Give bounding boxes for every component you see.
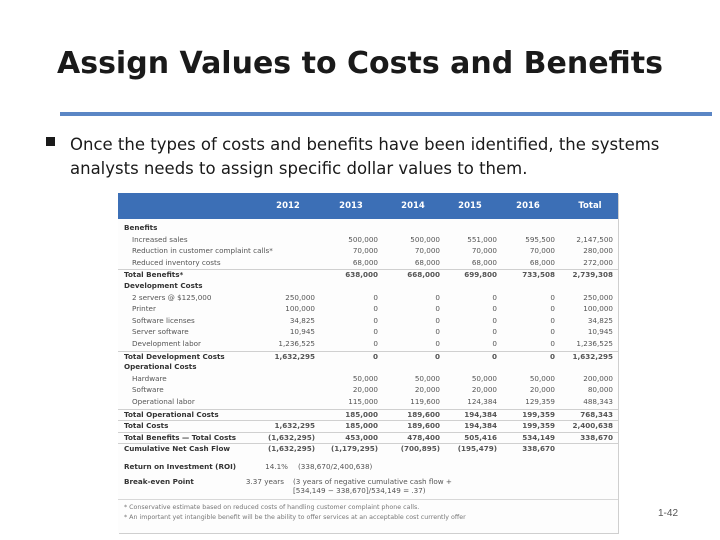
table-cell: 0 (373, 304, 378, 314)
table-cell: 2,739,308 (572, 270, 613, 280)
table-cell: 194,384 (464, 421, 497, 431)
table-cell: (700,895) (400, 444, 440, 454)
table-cell: (1,632,295) (267, 432, 315, 442)
table-cell: 250,000 (583, 292, 613, 302)
table-cell: 189,600 (407, 421, 440, 431)
table-cell: 119,600 (410, 397, 440, 406)
row-label: Server software (132, 327, 189, 337)
column-header: 2013 (339, 201, 363, 211)
page-number: 1-42 (657, 508, 678, 519)
column-header: 2016 (516, 201, 540, 211)
table-cell: 272,000 (583, 257, 613, 267)
table-cell: 115,000 (348, 397, 378, 406)
table-cell: 185,000 (345, 409, 378, 419)
table-cell: (1,632,295) (267, 444, 315, 454)
table-cell: 34,825 (587, 315, 613, 325)
table-cell: 0 (492, 315, 497, 325)
table-cell: 0 (373, 327, 378, 337)
table-cell: 189,600 (407, 409, 440, 419)
row-label: Total Benefits — Total Costs (124, 432, 237, 442)
table-cell: 1,236,525 (278, 339, 315, 348)
column-header: 2012 (276, 201, 300, 211)
column-header: Total (578, 201, 602, 211)
table-cell: 0 (435, 327, 440, 337)
roi-value: 14.1% (265, 462, 288, 471)
table-row (118, 258, 618, 268)
table-cell: 10,945 (289, 327, 315, 337)
table-cell: 488,343 (583, 397, 613, 406)
table-cell: 1,632,295 (274, 421, 315, 431)
table-cell: 500,000 (410, 234, 440, 244)
table-cell: 68,000 (529, 257, 555, 267)
table-cell: 1,632,295 (572, 351, 613, 361)
table-cell: 20,000 (352, 385, 378, 395)
table-row (118, 223, 618, 233)
table-row (118, 385, 618, 395)
table-row (118, 293, 618, 303)
table-cell: (1,179,295) (330, 444, 378, 454)
table-cell: 124,384 (467, 397, 497, 406)
table-row (118, 235, 618, 245)
row-label: Benefits (124, 223, 158, 232)
table-cell: 34,825 (289, 315, 315, 325)
slide-title: Assign Values to Costs and Benefits (57, 46, 663, 81)
table-row (118, 432, 618, 443)
table-cell: 595,500 (525, 234, 555, 244)
table-header (118, 193, 618, 219)
table-cell: 70,000 (352, 246, 378, 256)
breakeven-row-2 (118, 486, 618, 496)
table-cell: 668,000 (407, 270, 440, 280)
table-cell: 50,000 (352, 373, 378, 383)
bullet-square-icon (46, 137, 55, 146)
bullet-text: Once the types of costs and benefits have been identified, the systems analysts needs to assign specific dollar values to them. (70, 135, 660, 178)
table-cell: 534,149 (522, 432, 555, 442)
table-row (118, 351, 618, 362)
table-cell: 70,000 (414, 246, 440, 256)
roi-label: Return on Investment (ROI) (124, 462, 237, 471)
table-cell: 10,945 (587, 327, 613, 337)
table-cell: 1,632,295 (274, 351, 315, 361)
table-cell: 50,000 (414, 373, 440, 383)
table-cell: 280,000 (583, 246, 613, 256)
roi-row (118, 462, 618, 472)
table-cell: 20,000 (529, 385, 555, 395)
table-row (118, 304, 618, 314)
row-label: Development Costs (124, 281, 203, 290)
table-cell: 0 (549, 351, 555, 361)
row-label: Total Costs (124, 421, 169, 431)
table-cell: 338,670 (522, 444, 555, 454)
table-row (118, 316, 618, 326)
table-cell: 0 (492, 327, 497, 337)
table-cell: 505,416 (464, 432, 497, 442)
table-cell: 453,000 (345, 432, 378, 442)
column-header: 2014 (401, 201, 425, 211)
table-cell: 0 (373, 315, 378, 325)
row-label: Hardware (132, 373, 167, 383)
table-cell: 768,343 (580, 409, 613, 419)
table-row (118, 397, 618, 407)
table-cell: 68,000 (414, 257, 440, 267)
table-cell: 478,400 (407, 432, 440, 442)
breakeven-formula-1: (3 years of negative cumulative cash flow + (293, 477, 452, 486)
table-row (118, 420, 618, 431)
table-cell: 199,359 (522, 409, 555, 419)
table-cell: 0 (435, 315, 440, 325)
row-label: Operational Costs (124, 362, 197, 372)
table-cell: 0 (492, 339, 497, 348)
table-cell: 0 (435, 292, 440, 302)
table-cell: 80,000 (587, 385, 613, 395)
table-cell: (195,479) (457, 444, 497, 454)
table-cell: 200,000 (583, 373, 613, 383)
row-label: Operational labor (132, 397, 195, 406)
table-row (118, 362, 618, 372)
table-cell: 0 (435, 339, 440, 348)
table-cell: 0 (373, 292, 378, 302)
table-cell: 185,000 (345, 421, 378, 431)
table-cell: 0 (550, 339, 555, 348)
table-row (118, 269, 618, 280)
table-cell: 70,000 (529, 246, 555, 256)
table-cell: 0 (373, 339, 378, 348)
table-cell: 129,359 (525, 397, 555, 406)
row-label: Total Benefits* (124, 270, 184, 280)
table-cell: 0 (550, 292, 555, 302)
row-label: Development labor (132, 339, 201, 348)
table-cell: 0 (550, 327, 555, 337)
table-row (118, 281, 618, 291)
table-cell: 638,000 (345, 270, 378, 280)
table-row (118, 339, 618, 349)
table-cell: 0 (491, 351, 497, 361)
table-cell: 0 (492, 304, 497, 314)
table-cell: 50,000 (529, 373, 555, 383)
column-header: 2015 (458, 201, 482, 211)
row-label: Total Operational Costs (124, 409, 219, 419)
table-cell: 250,000 (285, 292, 315, 302)
table-cell: 70,000 (471, 246, 497, 256)
breakeven-label: Break-even Point (124, 477, 194, 486)
table-cell: 0 (372, 351, 378, 361)
table-cell: 0 (435, 304, 440, 314)
row-label: 2 servers @ $125,000 (132, 292, 212, 302)
table-cell: 100,000 (583, 304, 613, 314)
row-label: Total Development Costs (124, 351, 225, 361)
table-cell: 500,000 (348, 234, 378, 244)
table-cell: 50,000 (471, 373, 497, 383)
table-row (118, 409, 618, 420)
footnote-divider (118, 499, 618, 500)
table-cell: 68,000 (471, 257, 497, 267)
footnote-1: * Conservative estimate based on reduced costs of handling customer complaint phone calls. (124, 504, 420, 511)
table-cell: 0 (550, 304, 555, 314)
cost-benefit-table (118, 193, 618, 533)
table-cell: 0 (434, 351, 440, 361)
table-row (118, 246, 618, 256)
table-row (118, 374, 618, 384)
row-label: Printer (132, 304, 156, 314)
table-cell: 20,000 (414, 385, 440, 395)
roi-formula: (338,670/2,400,638) (298, 462, 373, 471)
row-label: Reduced inventory costs (132, 257, 221, 267)
row-label: Software (132, 385, 164, 395)
table-cell: 2,400,638 (572, 421, 613, 431)
breakeven-formula-2: [534,149 − 338,670]/534,149 = .37) (293, 486, 426, 495)
table-cell: 20,000 (471, 385, 497, 395)
table-cell: 733,508 (522, 270, 555, 280)
row-label: Increased sales (132, 234, 188, 244)
table-cell: 68,000 (352, 257, 378, 267)
table-cell: 100,000 (285, 304, 315, 314)
footnote-2: * An important yet intangible benefit will be the ability to offer services at an acceptable cost currently offer (124, 514, 466, 521)
row-label: Software licenses (132, 315, 195, 325)
breakeven-value: 3.37 years (245, 477, 284, 486)
table-cell: 199,359 (522, 421, 555, 431)
row-label: Cumulative Net Cash Flow (124, 444, 231, 454)
table-cell: 0 (550, 315, 555, 325)
table-cell: 194,384 (464, 409, 497, 419)
table-cell: 0 (492, 292, 497, 302)
table-cell: 1,236,525 (576, 339, 613, 348)
table-cell: 2,147,500 (576, 234, 613, 244)
table-cell: 338,670 (580, 432, 613, 442)
table-cell: 699,800 (464, 270, 497, 280)
table-cell: 551,000 (467, 234, 497, 244)
title-divider (60, 112, 712, 116)
table-row (118, 327, 618, 337)
row-label: Reduction in customer complaint calls* (132, 246, 273, 256)
table-row (118, 443, 618, 454)
